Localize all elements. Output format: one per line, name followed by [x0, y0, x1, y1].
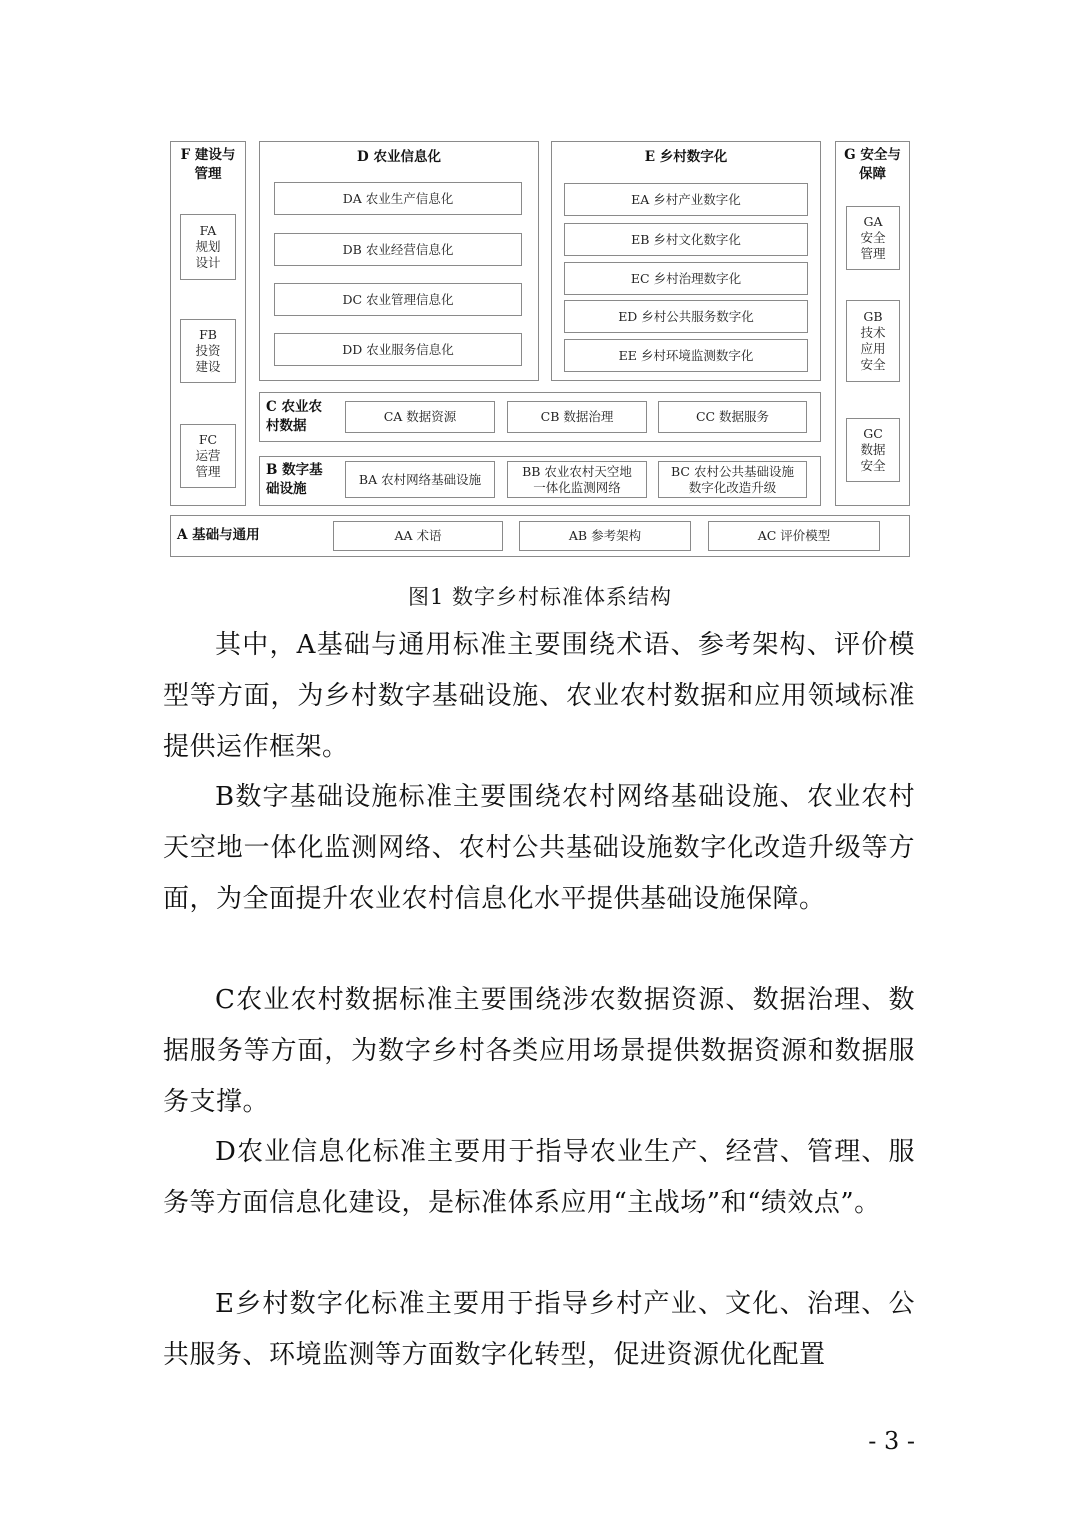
- group-d-title: D 农业信息化: [357, 149, 441, 165]
- item-fc: FC 运营 管理: [180, 424, 236, 488]
- group-b-title: B 数字基 础设施: [266, 462, 323, 497]
- group-g-title: G 安全与 保障: [844, 147, 901, 182]
- item-cc: CC 数据服务: [658, 401, 807, 433]
- item-cb: CB 数据治理: [507, 401, 647, 433]
- item-fb: FB 投资 建设: [180, 319, 236, 383]
- paragraph-a: 其中，A基础与通用标准主要围绕术语、参考架构、评价模型等方面，为乡村数字基础设施、农业农村数据和应用领域标准提供运作框架。: [163, 630, 915, 762]
- item-dd: DD 农业服务信息化: [274, 333, 522, 366]
- figure-caption: 图1 数字乡村标准体系结构: [407, 585, 673, 609]
- item-ee: EE 乡村环境监测数字化: [564, 339, 808, 372]
- group-f-title: F 建设与 管理: [180, 147, 236, 182]
- item-ec: EC 乡村治理数字化: [564, 262, 808, 295]
- page-number: - 3 -: [868, 1427, 915, 1455]
- item-gc: GC 数据 安全: [846, 418, 900, 482]
- item-ab: AB 参考架构: [519, 521, 691, 551]
- group-c-title: C 农业农 村数据: [266, 399, 322, 434]
- item-eb: EB 乡村文化数字化: [564, 223, 808, 256]
- item-aa: AA 术语: [333, 521, 503, 551]
- item-bc: BC 农村公共基础设施 数字化改造升级: [658, 461, 807, 498]
- item-gb: GB 技术 应用 安全: [846, 300, 900, 382]
- item-ba: BA 农村网络基础设施: [345, 461, 495, 498]
- item-db: DB 农业经营信息化: [274, 233, 522, 266]
- group-e-title: E 乡村数字化: [644, 149, 728, 165]
- item-dc: DC 农业管理信息化: [274, 283, 522, 316]
- item-ea: EA 乡村产业数字化: [564, 183, 808, 216]
- item-da: DA 农业生产信息化: [274, 182, 522, 215]
- paragraph-d: D农业信息化标准主要用于指导农业生产、经营、管理、服务等方面信息化建设，是标准体系应用“主战场”和“绩效点”。: [163, 1137, 915, 1218]
- item-bb: BB 农业农村天空地 一体化监测网络: [507, 461, 647, 498]
- paragraph-c: C农业农村数据标准主要围绕涉农数据资源、数据治理、数据服务等方面，为数字乡村各类应用场景提供数据资源和数据服务支撑。: [163, 985, 915, 1117]
- item-ed: ED 乡村公共服务数字化: [564, 300, 808, 333]
- paragraph-b: B数字基础设施标准主要围绕农村网络基础设施、农业农村天空地一体化监测网络、农村公共基础设施数字化改造升级等方面，为全面提升农业农村信息化水平提供基础设施保障。: [163, 782, 915, 914]
- item-ca: CA 数据资源: [345, 401, 495, 433]
- paragraph-e: E乡村数字化标准主要用于指导乡村产业、文化、治理、公共服务、环境监测等方面数字化转型，促进资源优化配置: [163, 1289, 915, 1370]
- item-ga: GA 安全 管理: [846, 206, 900, 270]
- item-ac: AC 评价模型: [708, 521, 880, 551]
- group-a-title: A 基础与通用: [177, 527, 260, 543]
- item-fa: FA 规划 设计: [180, 214, 236, 280]
